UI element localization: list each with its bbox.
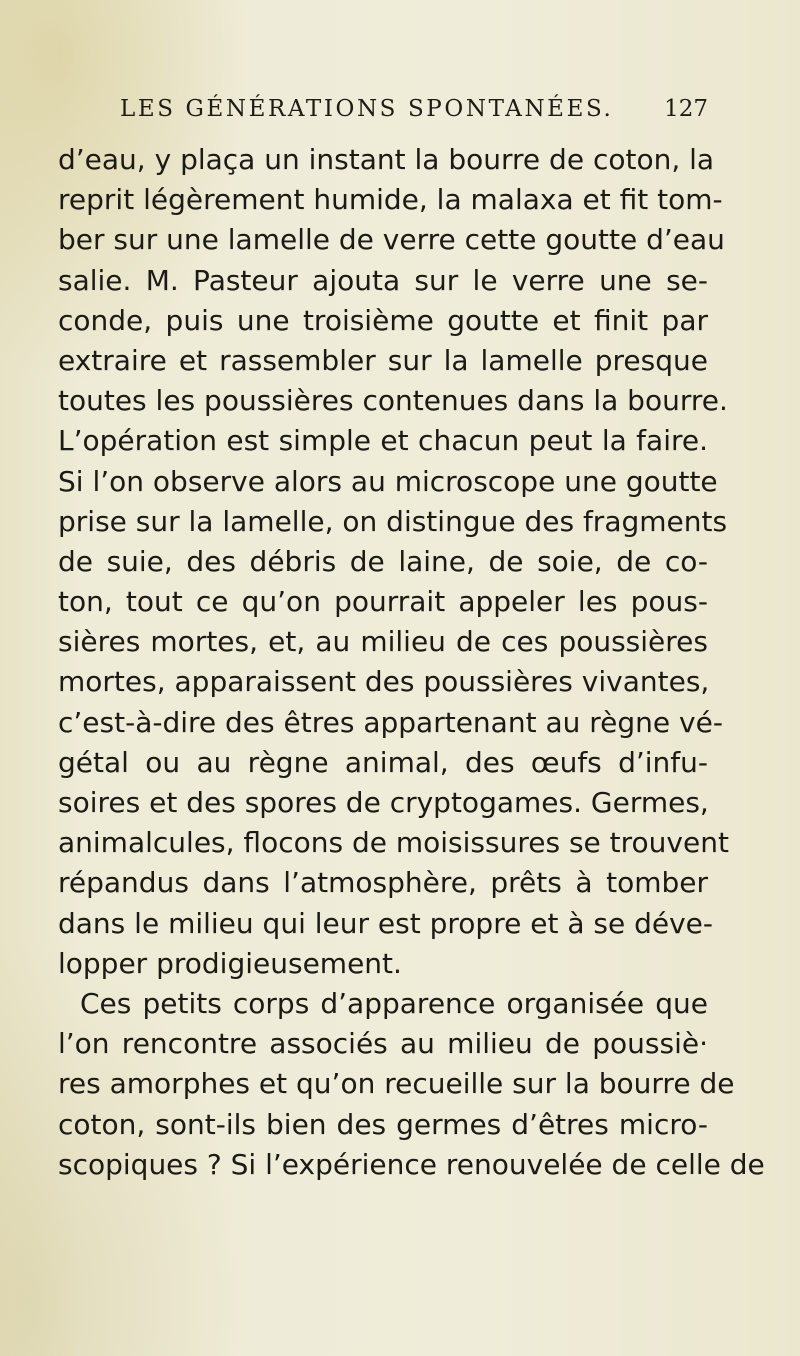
text-line: res amorphes et qu’on recueille sur la bourre de [58,1067,735,1101]
page-number: 127 [664,96,708,122]
text-line: ber sur une lamelle de verre cette goutte d’eau [58,223,725,257]
text-line: prise sur la lamelle, on distingue des fragments [58,504,728,538]
text-line: l’on rencontre associés au milieu de poussiè· [58,1027,708,1061]
text-line: mortes, apparaissent des poussières vivantes, [58,665,710,699]
text-line: Ces petits corps d’apparence organisée que [80,986,708,1020]
text-line: conde, puis une troisième goutte et finit par [58,303,708,337]
text-line: sières mortes, et, au milieu de ces poussières [58,625,708,659]
text-line: salie. M. Pasteur ajouta sur le verre une se- [58,263,708,297]
text-line: toutes les poussières contenues dans la bourre. [58,384,728,418]
text-line: lopper prodigieusement. [58,946,402,980]
text-line: scopiques ? Si l’expérience renouvelée de celle de [58,1147,765,1181]
running-title: LES GÉNÉRATIONS SPONTANÉES. [120,96,614,122]
text-line: Si l’on observe alors au microscope une goutte [58,464,718,498]
text-line: L’opération est simple et chacun peut la faire. [58,424,708,458]
text-line: extraire et rassembler sur la lamelle presque [58,343,708,377]
text-line: animalcules, flocons de moisissures se trouvent [58,826,729,860]
text-line: gétal ou au règne animal, des œufs d’infu- [58,745,708,779]
text-line: ton, tout ce qu’on pourrait appeler les pous- [58,585,708,619]
text-line: coton, sont-ils bien des germes d’êtres micro- [58,1107,708,1141]
text-line: de suie, des débris de laine, de soie, de co- [58,544,708,578]
text-line: d’eau, y plaça un instant la bourre de coton, la [58,143,715,176]
body-text [58,140,765,1185]
page-header [120,96,708,136]
text-line: répandus dans l’atmosphère, prêts à tomber [58,866,708,900]
text-line: dans le milieu qui leur est propre et à se déve- [58,906,713,940]
text-line: reprit légèrement humide, la malaxa et fit tom- [58,183,723,217]
text-line: soires et des spores de cryptogames. Germes, [58,786,709,819]
text-line: c’est-à-dire des êtres appartenant au règne vé- [58,705,723,739]
